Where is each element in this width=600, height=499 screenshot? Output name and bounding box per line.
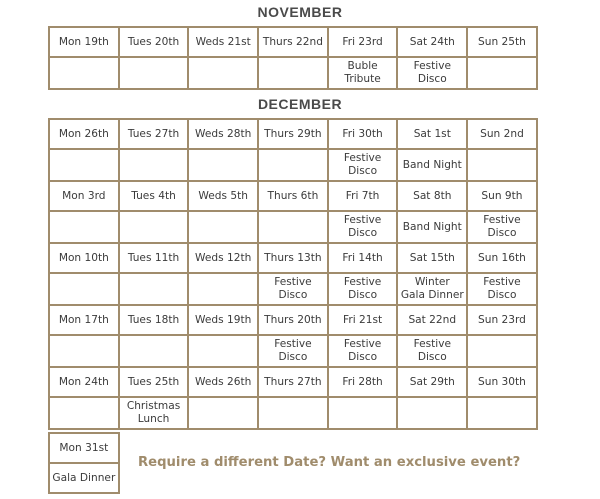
day-cell: Fri 30th	[328, 119, 398, 149]
day-cell: Tues 4th	[119, 181, 189, 211]
event-cell	[328, 397, 398, 429]
day-cell: Sun 2nd	[467, 119, 537, 149]
november-title: NOVEMBER	[257, 4, 343, 20]
day-cell: Thurs 13th	[258, 243, 328, 273]
day-cell: Weds 5th	[188, 181, 258, 211]
day-cell: Thurs 6th	[258, 181, 328, 211]
event-cell: Gala Dinner	[49, 463, 119, 493]
day-cell: Mon 19th	[49, 27, 119, 57]
week-events-row	[49, 273, 537, 305]
day-cell: Sun 30th	[467, 367, 537, 397]
event-cell: Festive Disco	[328, 211, 398, 243]
day-cell: Mon 10th	[49, 243, 119, 273]
day-cell: Mon 17th	[49, 305, 119, 335]
event-cell	[49, 57, 119, 89]
event-cell	[188, 57, 258, 89]
week-events-row	[49, 335, 537, 367]
day-cell: Mon 31st	[49, 433, 119, 463]
week-events-row	[49, 57, 537, 89]
day-cell: Fri 23rd	[328, 27, 398, 57]
day-cell: Sun 25th	[467, 27, 537, 57]
week-days-row	[49, 27, 537, 57]
day-cell: Sat 29th	[397, 367, 467, 397]
event-cell: Band Night	[397, 149, 467, 181]
day-cell: Thurs 20th	[258, 305, 328, 335]
event-cell	[258, 149, 328, 181]
week-events-row	[49, 149, 537, 181]
day-cell: Sun 16th	[467, 243, 537, 273]
event-cell: Festive Disco	[328, 149, 398, 181]
event-cell: Festive Disco	[328, 273, 398, 305]
week-days-row	[49, 305, 537, 335]
week-days-row	[49, 243, 537, 273]
enquiry-cta: Require a different Date? Want an exclusive event?	[138, 455, 521, 470]
event-cell	[467, 335, 537, 367]
event-cell	[49, 149, 119, 181]
event-cell: Festive Disco	[397, 335, 467, 367]
event-cell	[119, 335, 189, 367]
day-cell: Fri 21st	[328, 305, 398, 335]
event-cell: Festive Disco	[328, 335, 398, 367]
week-days-row	[49, 181, 537, 211]
day-cell: Sun 9th	[467, 181, 537, 211]
day-cell: Weds 28th	[188, 119, 258, 149]
november-calendar	[48, 26, 538, 90]
day-cell: Thurs 27th	[258, 367, 328, 397]
event-cell	[119, 57, 189, 89]
day-cell: Tues 18th	[119, 305, 189, 335]
event-cell	[49, 273, 119, 305]
event-cell: Festive Disco	[467, 273, 537, 305]
event-cell	[119, 273, 189, 305]
day-cell: Mon 3rd	[49, 181, 119, 211]
week-days-row	[49, 119, 537, 149]
day-cell: Weds 26th	[188, 367, 258, 397]
day-cell: Sun 23rd	[467, 305, 537, 335]
event-cell	[258, 57, 328, 89]
day-cell: Tues 20th	[119, 27, 189, 57]
event-cell: Festive Disco	[467, 211, 537, 243]
day-cell: Mon 26th	[49, 119, 119, 149]
day-cell: Thurs 22nd	[258, 27, 328, 57]
event-cell: Festive Disco	[258, 335, 328, 367]
day-cell: Fri 28th	[328, 367, 398, 397]
december-calendar	[48, 118, 538, 430]
event-cell	[258, 397, 328, 429]
day-cell: Mon 24th	[49, 367, 119, 397]
event-cell	[258, 211, 328, 243]
event-cell	[188, 335, 258, 367]
extra-day-box	[48, 432, 120, 494]
event-cell	[467, 57, 537, 89]
day-cell: Sat 22nd	[397, 305, 467, 335]
event-cell	[119, 211, 189, 243]
event-cell	[188, 211, 258, 243]
day-cell: Weds 19th	[188, 305, 258, 335]
event-cell: Buble Tribute	[328, 57, 398, 89]
day-cell: Sat 1st	[397, 119, 467, 149]
event-cell: Festive Disco	[258, 273, 328, 305]
week-events-row	[49, 211, 537, 243]
day-cell: Tues 25th	[119, 367, 189, 397]
event-cell	[467, 397, 537, 429]
event-cell	[188, 273, 258, 305]
week-events-row	[49, 397, 537, 429]
week-days-row	[49, 367, 537, 397]
event-cell	[119, 149, 189, 181]
day-cell: Weds 12th	[188, 243, 258, 273]
day-cell: Sat 15th	[397, 243, 467, 273]
day-cell: Fri 7th	[328, 181, 398, 211]
event-cell	[49, 397, 119, 429]
event-cell	[49, 211, 119, 243]
event-cell: Festive Disco	[397, 57, 467, 89]
event-cell: Winter Gala Dinner	[397, 273, 467, 305]
event-cell	[188, 149, 258, 181]
event-cell: Christmas Lunch	[119, 397, 189, 429]
event-cell	[188, 397, 258, 429]
event-cell: Band Night	[397, 211, 467, 243]
day-cell: Tues 27th	[119, 119, 189, 149]
day-cell: Thurs 29th	[258, 119, 328, 149]
day-cell: Fri 14th	[328, 243, 398, 273]
day-cell: Sat 8th	[397, 181, 467, 211]
event-cell	[49, 335, 119, 367]
event-cell	[467, 149, 537, 181]
event-cell	[397, 397, 467, 429]
day-cell: Tues 11th	[119, 243, 189, 273]
day-cell: Sat 24th	[397, 27, 467, 57]
december-title: DECEMBER	[257, 96, 343, 112]
day-cell: Weds 21st	[188, 27, 258, 57]
